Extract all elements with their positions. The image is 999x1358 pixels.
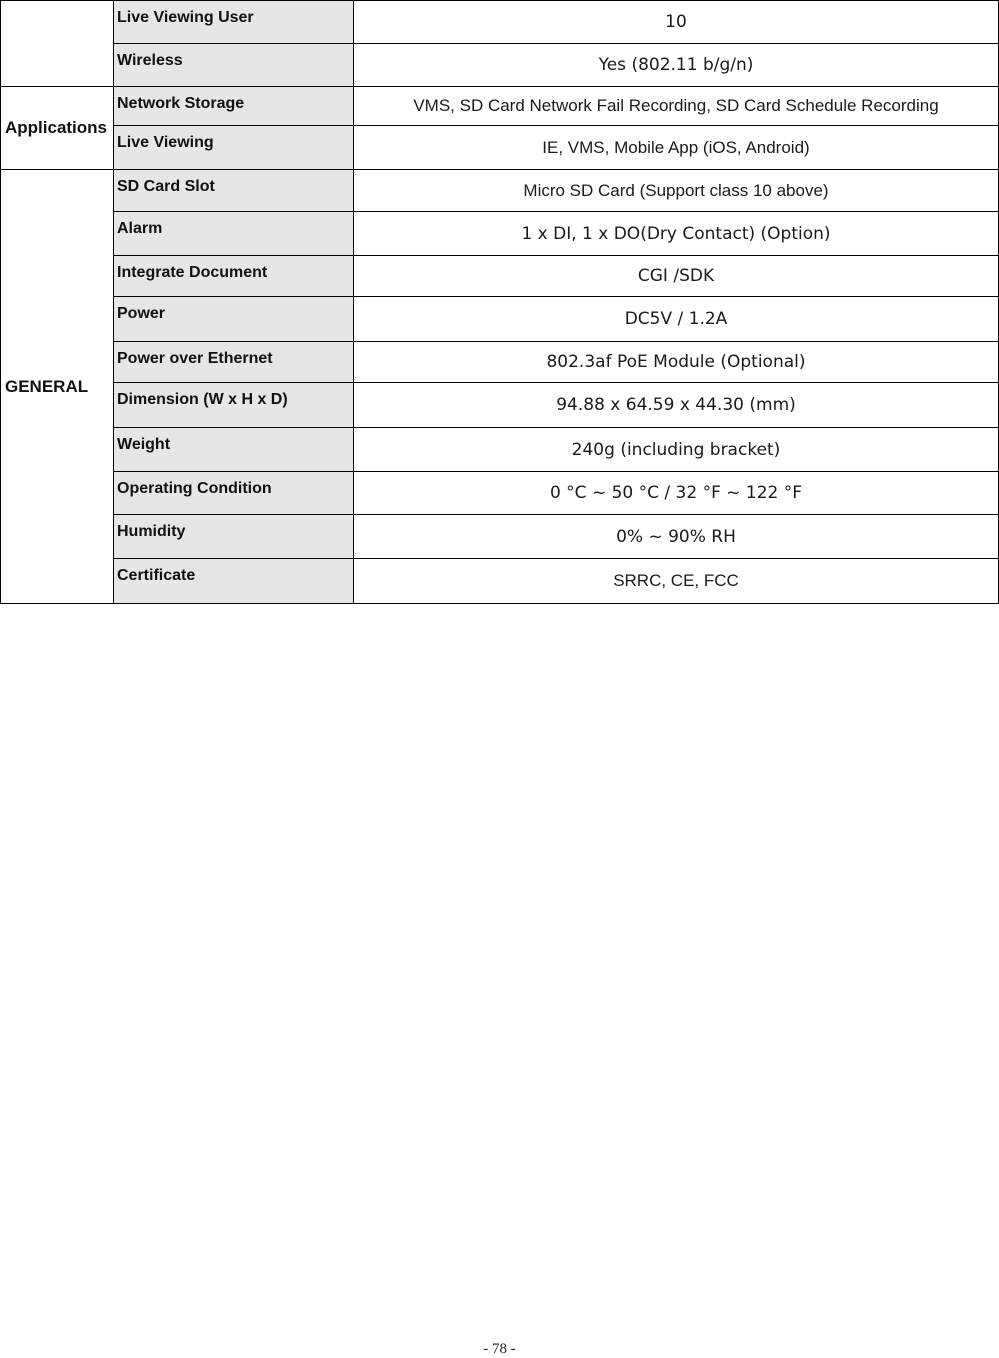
category-general: GENERAL [1, 170, 114, 604]
spec-value: 10 [354, 1, 999, 44]
table-row [1, 383, 999, 428]
table-row [1, 428, 999, 472]
spec-value: 240g (including bracket) [354, 428, 999, 472]
table-row [1, 515, 999, 559]
spec-key: Weight [114, 428, 354, 472]
spec-value: 0% ~ 90% RH [354, 515, 999, 559]
spec-value: 1 x DI, 1 x DO(Dry Contact) (Option) [354, 212, 999, 256]
spec-key: Live Viewing User [114, 1, 354, 44]
table-row [1, 170, 999, 212]
table-row [1, 256, 999, 297]
spec-key: SD Card Slot [114, 170, 354, 212]
table-row [1, 126, 999, 170]
table-row [1, 212, 999, 256]
spec-value: Micro SD Card (Support class 10 above) [354, 170, 999, 212]
spec-key: Certificate [114, 559, 354, 604]
spec-value: 802.3af PoE Module (Optional) [354, 342, 999, 383]
spec-key: Live Viewing [114, 126, 354, 170]
category-cell-continued [1, 1, 114, 87]
category-applications: Applications [1, 87, 114, 170]
spec-value: CGI /SDK [354, 256, 999, 297]
table-row [1, 44, 999, 87]
spec-value: SRRC, CE, FCC [354, 559, 999, 604]
spec-key: Wireless [114, 44, 354, 87]
spec-key: Dimension (W x H x D) [114, 383, 354, 428]
spec-value: Yes (802.11 b/g/n) [354, 44, 999, 87]
table-row [1, 559, 999, 604]
table-row [1, 87, 999, 126]
spec-key: Operating Condition [114, 472, 354, 515]
spec-key: Alarm [114, 212, 354, 256]
table-row [1, 342, 999, 383]
spec-value: VMS, SD Card Network Fail Recording, SD Card Schedule Recording [354, 87, 999, 126]
table-row [1, 1, 999, 44]
page-number: - 78 - [483, 1341, 516, 1357]
spec-value: DC5V / 1.2A [354, 297, 999, 342]
spec-value: 0 °C ~ 50 °C / 32 °F ~ 122 °F [354, 472, 999, 515]
table-row [1, 297, 999, 342]
spec-key: Power over Ethernet [114, 342, 354, 383]
spec-key: Humidity [114, 515, 354, 559]
table-row [1, 472, 999, 515]
spec-value: 94.88 x 64.59 x 44.30 (mm) [354, 383, 999, 428]
spec-table [0, 0, 999, 604]
spec-key: Network Storage [114, 87, 354, 126]
spec-key: Power [114, 297, 354, 342]
spec-key: Integrate Document [114, 256, 354, 297]
spec-value: IE, VMS, Mobile App (iOS, Android) [354, 126, 999, 170]
